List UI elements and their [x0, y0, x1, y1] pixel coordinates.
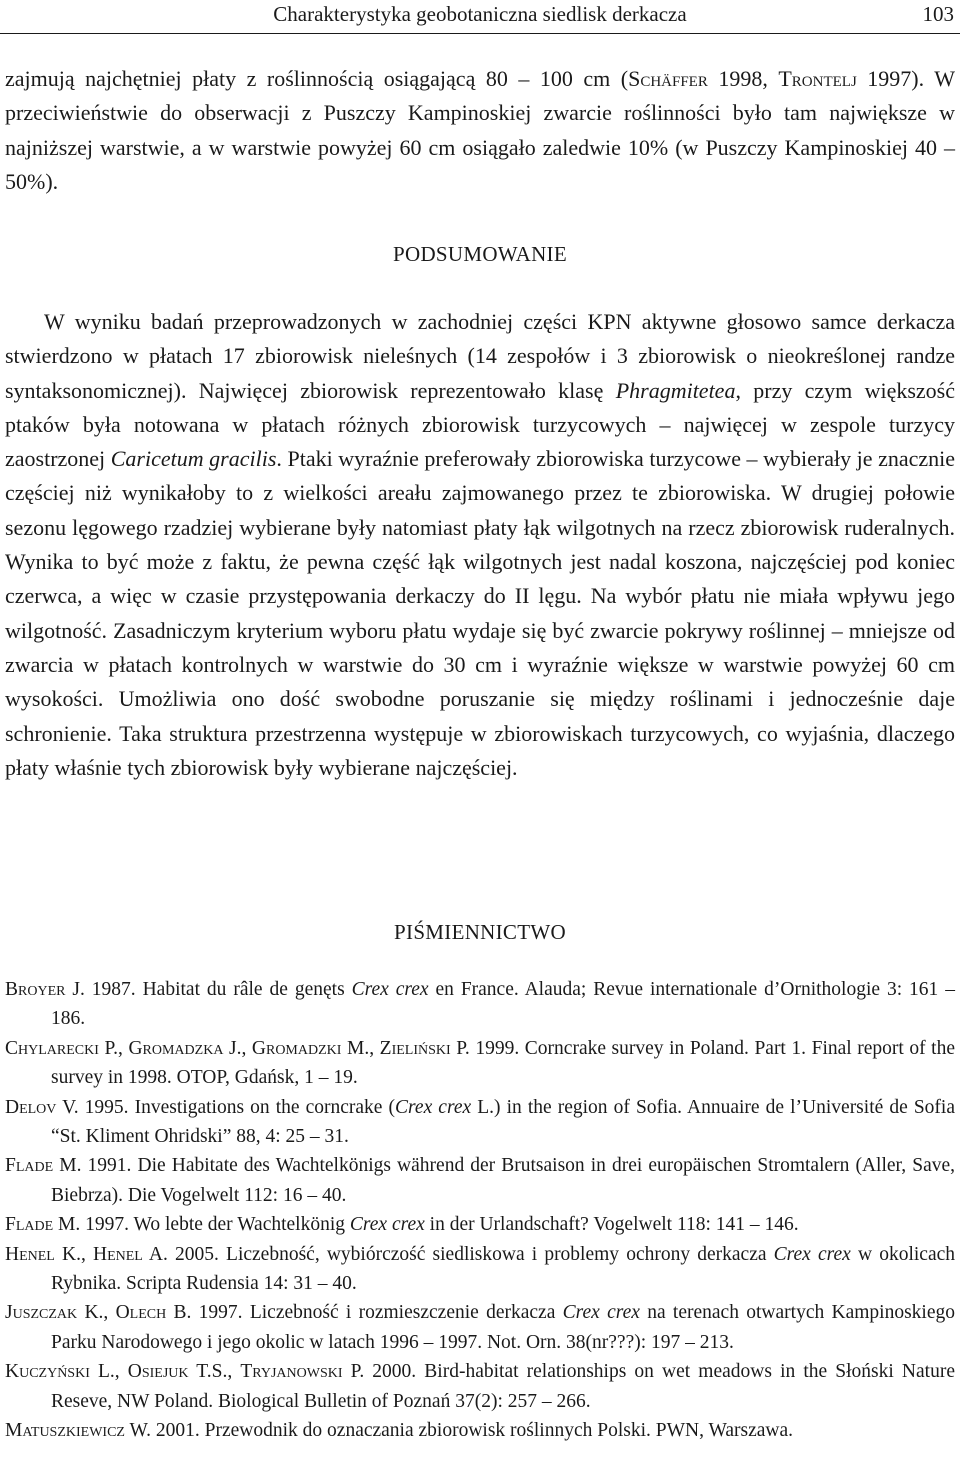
taxon-name: Crex crex [395, 1096, 472, 1118]
author-name: Juszczak [5, 1302, 78, 1324]
text-run: M. 1991. Die Habitate des Wachtelkönigs während der Brutsaison in drei europäischen Stromtalern (Aller, Save, Biebrza). Die Vogelwelt 112: 16 – 40. [51, 1155, 955, 1206]
text-run: B. 1997. Liczebność i rozmieszczenie derkacza [166, 1302, 563, 1324]
taxon-name: Crex crex [351, 979, 429, 1000]
author-name: Chylarecki [5, 1037, 99, 1059]
text-run: J. 1987. Habitat du râle de genęts [65, 979, 352, 1000]
text-run: M., [341, 1037, 380, 1059]
text-run: K., [54, 1243, 93, 1265]
header-rule [0, 33, 960, 34]
text-run: L., [89, 1361, 128, 1383]
text-run: 1998, [707, 66, 779, 91]
text-run: 1997). W przeciwieństwie do obserwacji z Puszczy Kampinoskiej zwarcie roślinności było tam największe w najniższej warstwie, a w warstwie powyżej 60 cm osiągało zaledwie 10% (w Puszczy Kampinoskiej 40 – 50%). [5, 66, 955, 194]
author-name: Schäffer [628, 66, 708, 91]
taxon-name: Phragmitetea [615, 377, 736, 403]
text-run: en France. Alauda; Revue internationale d’Ornithologie 3: 161 – 186. [51, 979, 955, 1030]
text-run: A. 2005. Liczebność, wybiórczość siedliskowa i problemy ochrony derkacza [142, 1243, 774, 1265]
text-run: M. 1997. Wo lebte der Wachtelkönig [53, 1214, 350, 1236]
text-run: na terenach otwartych Kampinoskiego Parku Narodowego i jego okolic w latach 1996 – 1997. Not. Orn. 38(nr???): 197 – 213. [51, 1302, 955, 1353]
text-run: P., [98, 1037, 129, 1059]
reference-item [5, 1034, 955, 1093]
section-heading-references: PIŚMIENNICTWO [394, 920, 566, 944]
author-name: Broyer [5, 979, 66, 1000]
page-number: 103 [922, 2, 954, 26]
text-run: W. 2001. Przewodnik do oznaczania zbiorowisk roślinnych Polski. PWN, Warszawa. [125, 1420, 793, 1442]
author-name: Trontelj [778, 66, 857, 91]
text-run: zajmują najchętniej płaty z roślinnością osiągającą 80 – 100 cm ( [5, 66, 629, 91]
section-heading-summary: PODSUMOWANIE [393, 242, 567, 266]
text-run: , przy czym większość ptaków była notowana w płatach różnych zbiorowisk turzycowych – najwięcej w zespole turzycy zaostrzonej [5, 377, 955, 472]
reference-item [5, 1416, 955, 1445]
author-name: Gromadzka [128, 1037, 224, 1059]
text-run: w okolicach Rybnika. Scripta Rudensia 14: 31 – 40. [51, 1243, 956, 1295]
text-run: W wyniku badań przeprowadzonych w zachodniej części KPN aktywne głosowo samce derkacza stwierdzono w płatach 17 zbiorowisk nieleśnych (14 zespołów i 3 zbiorowisk o nieokreślonej randze syntaksonomicznej). Najwięcej zbiorowisk reprezentowało klasę [5, 309, 955, 403]
taxon-name: Crex crex [773, 1243, 851, 1265]
reference-item [5, 1151, 955, 1210]
author-name: Henel [5, 1243, 55, 1265]
text-run: T.S., [188, 1361, 241, 1383]
taxon-name: Crex crex [562, 1302, 640, 1324]
author-name: Tryjanowski [240, 1361, 343, 1383]
author-name: Flade [5, 1155, 54, 1177]
running-head [0, 0, 960, 36]
author-name: Flade [5, 1214, 54, 1236]
reference-list [5, 975, 955, 1446]
reference-item [5, 975, 955, 1034]
paragraph-continued [5, 62, 955, 199]
text-run: in der Urlandschaft? Vogelwelt 118: 141 – 146. [424, 1214, 799, 1236]
text-run: . Ptaki wyraźnie preferowały zbiorowiska turzycowe – wybierały je znacznie częściej niż wynikałoby to z wielkości areału zajmowanego przez te zbiorowiska. W drugiej połowie sezonu lęgowego rzadziej wybierane były natomiast płaty łąk wilgotnych na rzecz zbiorowisk ruderalnych. Wynika to być może z faktu, że pewna część łąk wilgotnych jest nadal koszona, najczęściej pod koniec czerwca, a więc w czasie przystępowania derkaczy do II lęgu. Na wybór płatu nie miała wpływu jego wilgotność. Zasadniczym kryterium wyboru płatu wydaje się być zwarcie pokrywy roślinnej – mniejsze od zwarcia w płatach kontrolnych w warstwie do 30 cm i wyraźnie większe w warstwie powyżej 60 cm wysokości. Umożliwia ono dość swobodne poruszanie się między roślinami i jednocześnie daje schronienie. Taka struktura przestrzenna występuje w zbiorowiskach turzycowych, co wyjaśnia, dlaczego płaty właśnie tych zbiorowisk były wybierane najczęściej. [5, 446, 956, 780]
reference-item [5, 1240, 955, 1299]
reference-item [5, 1357, 955, 1416]
author-name: Zieliński [379, 1037, 451, 1059]
text-run: K., [77, 1302, 116, 1324]
paragraph-1-text [5, 62, 955, 199]
reference-item [5, 1210, 955, 1239]
author-name: Olech [115, 1302, 167, 1324]
author-name: Henel [92, 1243, 143, 1265]
author-name: Matuszkiewicz [5, 1420, 125, 1442]
taxon-name: Crex crex [349, 1214, 425, 1236]
paragraph-2-text [5, 305, 955, 785]
text-run: P. 2000. Bird-habitat relationships on wet meadows in the Słoński Nature Reseve, NW Poland. Biological Bulletin of Poznań 37(2): 257 – 266. [51, 1361, 955, 1412]
text-run: L.) in the region of Sofia. Annuaire de l’Université de Sofia “St. Kliment Ohridski” 88, 4: 25 – 31. [51, 1096, 955, 1148]
reference-item [5, 1298, 955, 1357]
author-name: Osiejuk [127, 1361, 189, 1383]
running-head-title: Charakterystyka geobotaniczna siedlisk derkacza [273, 2, 687, 26]
paragraph-summary [5, 305, 955, 785]
text-run: P. 1999. Corncrake survey in Poland. Part 1. Final report of the survey in 1998. OTOP, Gdańsk, 1 – 19. [51, 1037, 955, 1089]
text-run: J., [223, 1037, 252, 1059]
reference-item [5, 1093, 955, 1152]
author-name: Gromadzki [251, 1037, 342, 1059]
author-name: Kuczyński [5, 1361, 90, 1383]
text-run: V. 1995. Investigations on the corncrake ( [56, 1096, 396, 1118]
author-name: Delov [5, 1096, 57, 1118]
taxon-name: Caricetum gracilis [110, 446, 277, 472]
